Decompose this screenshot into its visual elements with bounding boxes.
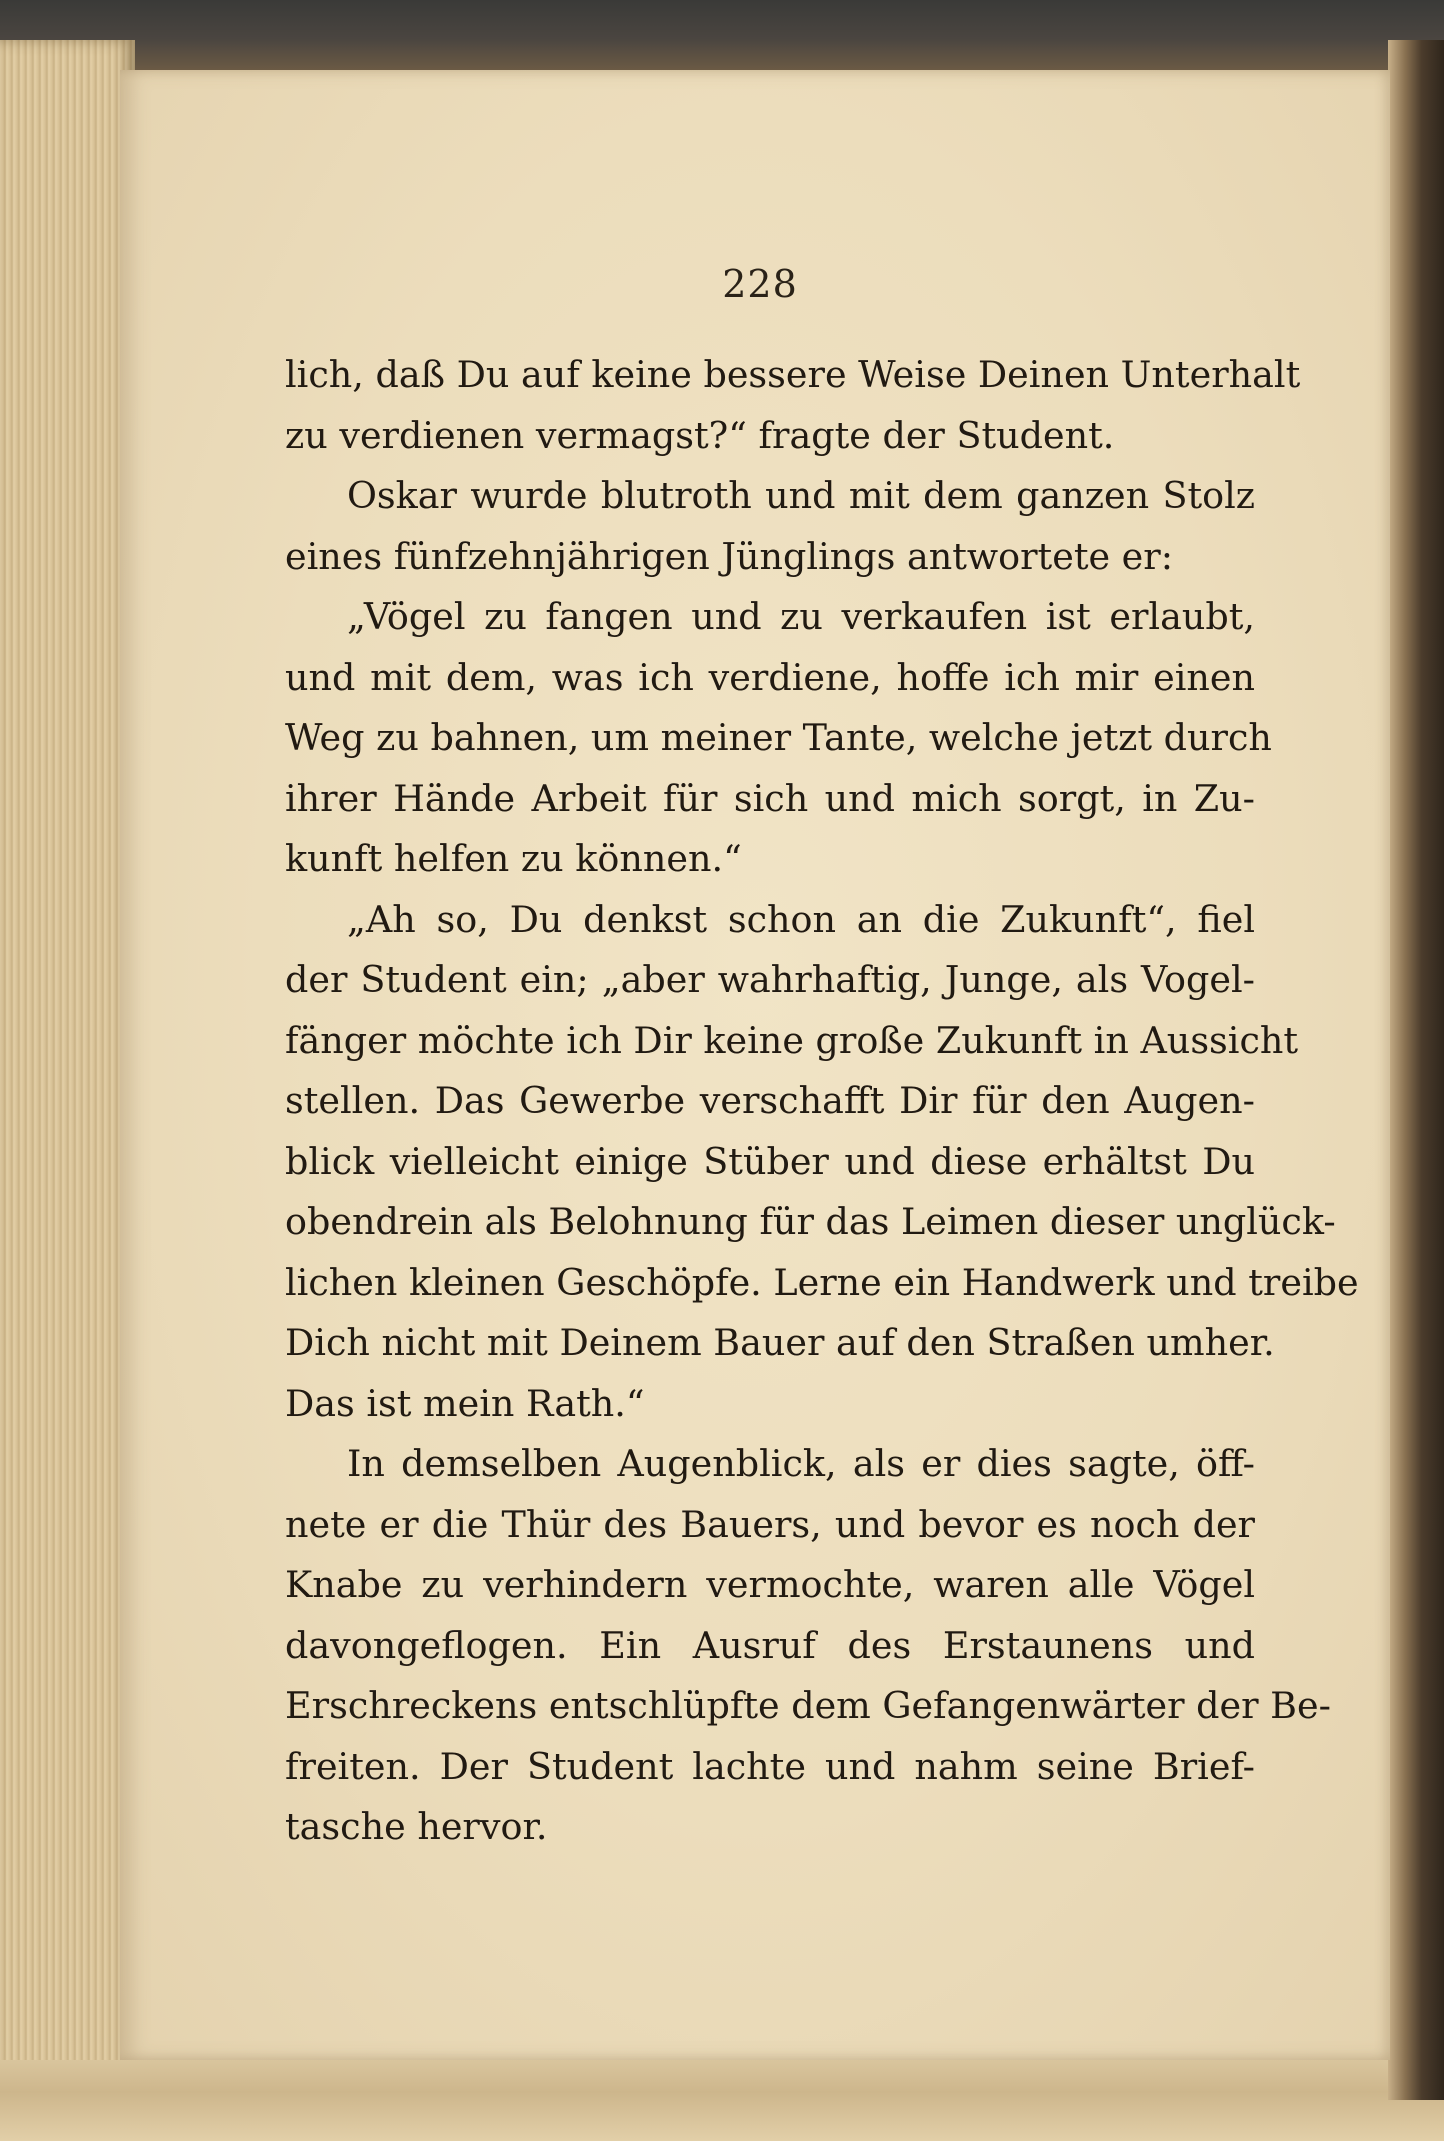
- text-line: Weg zu bahnen, um meiner Tante, welche jetzt durch: [285, 716, 1272, 759]
- text-line: Knabe zu verhindern vermochte, waren alle Vögel: [285, 1563, 1255, 1606]
- text-line: ihrer Hände Arbeit für sich und mich sorgt, in Zu-: [285, 776, 1255, 820]
- text-line: davongeflogen. Ein Ausruf des Erstaunens und: [285, 1623, 1255, 1667]
- page-number: 228: [722, 262, 798, 306]
- text-line: Dich nicht mit Deinem Bauer auf den Straßen umher.: [285, 1321, 1275, 1364]
- text-line: kunft helfen zu können.“: [285, 837, 742, 880]
- text-line: lichen kleinen Geschöpfe. Lerne ein Handwerk und treibe: [285, 1260, 1359, 1304]
- text-line: freiten. Der Student lachte und nahm seine Brief-: [285, 1744, 1255, 1788]
- text-line: fänger möchte ich Dir keine große Zukunft in Aussicht: [285, 1018, 1299, 1062]
- text-line: Erschreckens entschlüpfte dem Gefangenwärter der Be-: [285, 1684, 1331, 1727]
- page-text: [285, 345, 1359, 1858]
- text-line: obendrein als Belohnung für das Leimen dieser unglück-: [285, 1200, 1336, 1243]
- page-stack-edges: [0, 40, 135, 2141]
- text-line: In demselben Augenblick, als er dies sagte, öff-: [347, 1442, 1255, 1485]
- text-line: Oskar wurde blutroth und mit dem ganzen Stolz: [347, 474, 1255, 517]
- text-line: eines fünfzehnjährigen Jünglings antwortete er:: [285, 534, 1174, 578]
- text-line: stellen. Das Gewerbe verschafft Dir für den Augen-: [285, 1079, 1255, 1122]
- text-line: „Ah so, Du denkst schon an die Zukunft“, fiel: [347, 897, 1255, 941]
- book-cover-top-edge: [0, 0, 1444, 70]
- text-line: und mit dem, was ich verdiene, hoffe ich mir einen: [285, 655, 1255, 699]
- text-line: „Vögel zu fangen und zu verkaufen ist erlaubt,: [347, 595, 1255, 638]
- text-line: blick vielleicht einige Stüber und diese erhältst Du: [285, 1139, 1255, 1183]
- book-cover-right-edge: [1388, 40, 1444, 2100]
- text-line: zu verdienen vermagst?“ fragte der Student.: [285, 413, 1115, 457]
- text-line: tasche hervor.: [285, 1805, 548, 1848]
- page-stack-bottom-edge: [0, 2060, 1444, 2141]
- text-line: nete er die Thür des Bauers, und bevor es noch der: [285, 1502, 1255, 1546]
- text-line: lich, daß Du auf keine bessere Weise Deinen Unterhalt: [285, 353, 1301, 396]
- text-line: der Student ein; „aber wahrhaftig, Junge, als Vogel-: [285, 958, 1255, 1001]
- text-line: Das ist mein Rath.“: [285, 1381, 645, 1425]
